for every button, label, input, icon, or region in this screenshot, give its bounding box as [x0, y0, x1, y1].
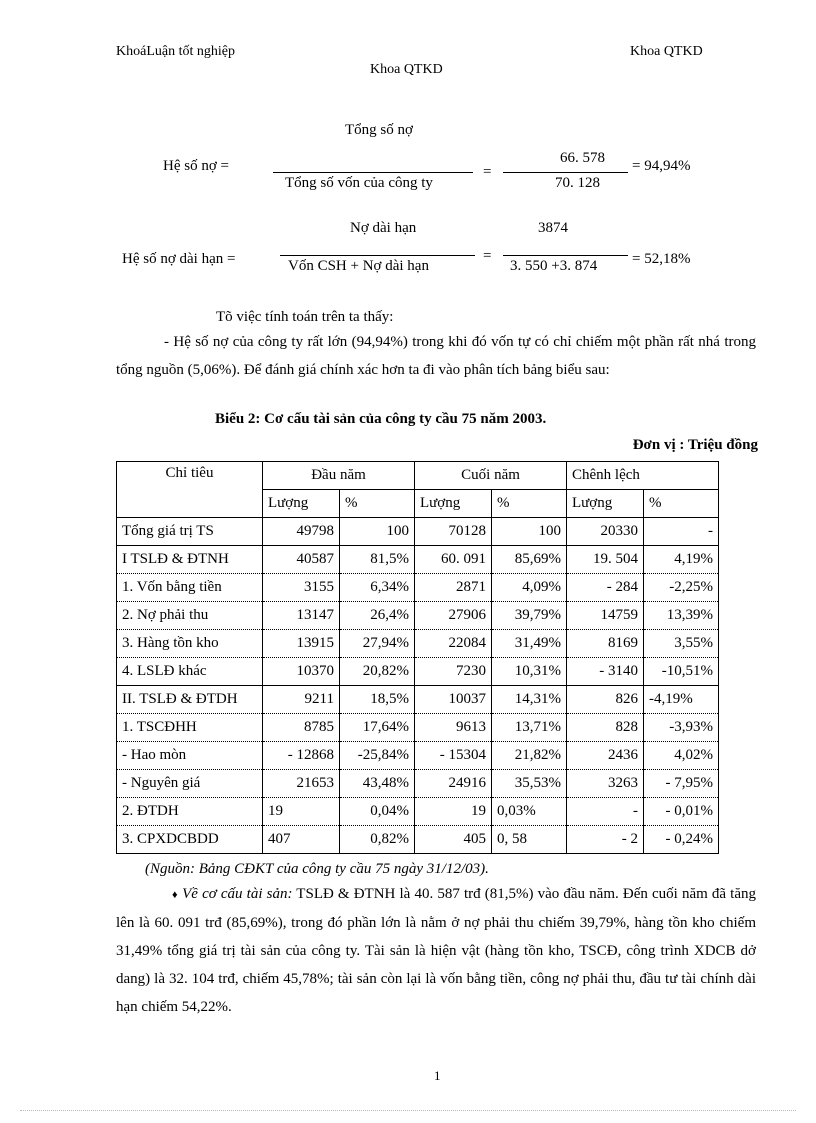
- cell-name: 2. ĐTDH: [117, 798, 263, 826]
- formula1-equals: =: [483, 164, 492, 180]
- intro-line: Tõ việc tính toán trên ta thấy:: [216, 309, 394, 325]
- header-left: KhoáLuận tốt nghiệp: [116, 44, 235, 59]
- cell-cn-p: 0,03%: [492, 798, 567, 826]
- cell-dn-l: 8785: [263, 714, 340, 742]
- formula2-fraction-line: [280, 255, 475, 256]
- cell-cl-l: -: [567, 798, 644, 826]
- formula2-denominator: Vốn CSH + Nợ dài hạn: [288, 258, 429, 274]
- cell-cl-l: 20330: [567, 518, 644, 546]
- cell-cn-p: 14,31%: [492, 686, 567, 714]
- header-cn-luong: Lượng: [415, 490, 492, 518]
- cell-dn-p: 0,04%: [340, 798, 415, 826]
- cell-cl-p: - 7,95%: [644, 770, 719, 798]
- table-unit: Đơn vị : Triệu đồng: [632, 437, 758, 453]
- cell-dn-l: 3155: [263, 574, 340, 602]
- cell-name: 2. Nợ phải thu: [117, 602, 263, 630]
- cell-cn-p: 4,09%: [492, 574, 567, 602]
- cell-cl-l: 19. 504: [567, 546, 644, 574]
- cell-cn-l: 405: [415, 826, 492, 854]
- cell-dn-p: 26,4%: [340, 602, 415, 630]
- cell-dn-p: 17,64%: [340, 714, 415, 742]
- cell-cn-p: 10,31%: [492, 658, 567, 686]
- cell-cl-l: 826: [567, 686, 644, 714]
- cell-cn-l: 22084: [415, 630, 492, 658]
- cell-dn-l: 13147: [263, 602, 340, 630]
- formula1-numerator: Tổng số nợ: [345, 122, 413, 138]
- table-header-row-1: [117, 462, 719, 490]
- cell-cn-l: - 15304: [415, 742, 492, 770]
- header-center: Khoa QTKD: [370, 62, 443, 77]
- formula1-fraction-line: [273, 172, 473, 173]
- cell-cl-l: - 3140: [567, 658, 644, 686]
- cell-cl-l: 828: [567, 714, 644, 742]
- table-row: [117, 518, 719, 546]
- cell-cn-p: 35,53%: [492, 770, 567, 798]
- header-right: Khoa QTKD: [630, 44, 703, 59]
- page-bottom-divider: [20, 1110, 796, 1111]
- cell-cl-p: 4,02%: [644, 742, 719, 770]
- header-chi-tieu: Chỉ tiêu: [117, 462, 263, 518]
- cell-cn-l: 60. 091: [415, 546, 492, 574]
- cell-cl-p: 3,55%: [644, 630, 719, 658]
- cell-cl-p: - 0,01%: [644, 798, 719, 826]
- cell-cl-p: 13,39%: [644, 602, 719, 630]
- cell-dn-p: 27,94%: [340, 630, 415, 658]
- cell-cl-p: -10,51%: [644, 658, 719, 686]
- closing-italic-lead: Về cơ cấu tài sản:: [182, 886, 293, 902]
- cell-dn-p: -25,84%: [340, 742, 415, 770]
- header-dn-luong: Lượng: [263, 490, 340, 518]
- cell-cl-l: 3263: [567, 770, 644, 798]
- cell-cn-l: 70128: [415, 518, 492, 546]
- cell-cn-p: 21,82%: [492, 742, 567, 770]
- formula2-value-line: [503, 255, 628, 256]
- cell-cl-p: - 0,24%: [644, 826, 719, 854]
- formula1-result: = 94,94%: [632, 158, 691, 174]
- formula2-label: Hệ số nợ dài hạn =: [122, 251, 236, 267]
- cell-cl-p: -2,25%: [644, 574, 719, 602]
- table-row: [117, 686, 719, 714]
- cell-cn-p: 31,49%: [492, 630, 567, 658]
- formula2-equals: =: [483, 248, 492, 264]
- cell-dn-l: 21653: [263, 770, 340, 798]
- cell-cn-l: 7230: [415, 658, 492, 686]
- cell-name: 3. Hàng tồn kho: [117, 630, 263, 658]
- header-cl-luong: Lượng: [567, 490, 644, 518]
- cell-name: 1. Vốn bằng tiền: [117, 574, 263, 602]
- table-row: [117, 770, 719, 798]
- cell-cl-l: - 2: [567, 826, 644, 854]
- table-row: [117, 546, 719, 574]
- table-row: [117, 798, 719, 826]
- cell-name: - Nguyên giá: [117, 770, 263, 798]
- header-cl-pct: %: [644, 490, 719, 518]
- cell-dn-l: - 12868: [263, 742, 340, 770]
- cell-dn-p: 43,48%: [340, 770, 415, 798]
- cell-dn-l: 407: [263, 826, 340, 854]
- cell-cl-p: -3,93%: [644, 714, 719, 742]
- cell-dn-l: 10370: [263, 658, 340, 686]
- cell-cn-l: 9613: [415, 714, 492, 742]
- cell-cn-p: 39,79%: [492, 602, 567, 630]
- formula1-denominator: Tổng số vốn của công ty: [285, 175, 433, 191]
- header-cuoi-nam: Cuối năm: [415, 462, 567, 490]
- cell-dn-l: 19: [263, 798, 340, 826]
- header-dau-nam: Đầu năm: [263, 462, 415, 490]
- cell-cl-l: 14759: [567, 602, 644, 630]
- closing-text: TSLĐ & ĐTNH là 40. 587 trđ (81,5%) vào đầu năm. Đến cuối năm đã tăng lên là 60. 091 trđ (85,69%), trong đó phần lớn là nằm ở nợ phải thu chiếm 39,79%, hàng tồn kho chiếm 31,49% tổng giá trị tài sản của công ty. Tài sản là hiện vật (hàng tồn kho, TSCĐ, công trình XDCB dở dang) là 32. 104 trđ, chiếm 45,78%; tài sản còn lại là vốn bằng tiền, công nợ phải thu, đầu tư tài chính dài hạn chiếm 54,22%.: [116, 886, 757, 1015]
- formula2-result: = 52,18%: [632, 251, 691, 267]
- intro-paragraph: - Hệ số nợ của công ty rất lớn (94,94%) trong khi đó vốn tự có chỉ chiếm một phần rất nhá trong tổng nguồn (5,06%). Để đánh giá chính xác hơn ta đi vào phân tích bảng biểu sau:: [116, 334, 756, 378]
- cell-dn-l: 40587: [263, 546, 340, 574]
- cell-cn-l: 24916: [415, 770, 492, 798]
- cell-dn-l: 13915: [263, 630, 340, 658]
- cell-name: I TSLĐ & ĐTNH: [117, 546, 263, 574]
- cell-dn-p: 0,82%: [340, 826, 415, 854]
- formula1-label: Hệ số nợ =: [163, 158, 229, 174]
- cell-name: 4. LSLĐ khác: [117, 658, 263, 686]
- formula2-value-numerator: 3874: [538, 220, 568, 236]
- cell-cn-l: 27906: [415, 602, 492, 630]
- cell-cn-l: 2871: [415, 574, 492, 602]
- cell-cn-p: 100: [492, 518, 567, 546]
- cell-cl-l: - 284: [567, 574, 644, 602]
- formula2-numerator: Nợ dài hạn: [350, 220, 417, 236]
- bullet-icon: ♦: [172, 889, 178, 901]
- table-row: [117, 574, 719, 602]
- table-source: (Nguồn: Bảng CĐKT của công ty cầu 75 ngày 31/12/03).: [145, 861, 489, 877]
- cell-dn-p: 100: [340, 518, 415, 546]
- cell-dn-p: 20,82%: [340, 658, 415, 686]
- cell-cn-p: 13,71%: [492, 714, 567, 742]
- cell-cl-p: -4,19%: [644, 686, 719, 714]
- cell-cn-l: 19: [415, 798, 492, 826]
- cell-name: - Hao mòn: [117, 742, 263, 770]
- asset-structure-table: [116, 461, 719, 854]
- cell-dn-p: 6,34%: [340, 574, 415, 602]
- table-row: [117, 714, 719, 742]
- cell-name: 1. TSCĐHH: [117, 714, 263, 742]
- header-chenh-lech: Chênh lệch: [567, 462, 719, 490]
- table-row: [117, 602, 719, 630]
- table-title: Biểu 2: Cơ cấu tài sản của công ty cầu 75 năm 2003.: [215, 411, 547, 427]
- header-cn-pct: %: [492, 490, 567, 518]
- cell-dn-p: 18,5%: [340, 686, 415, 714]
- cell-cn-p: 0, 58: [492, 826, 567, 854]
- formula1-value-denominator: 70. 128: [555, 175, 600, 191]
- cell-cl-l: 8169: [567, 630, 644, 658]
- cell-name: 3. CPXDCBDD: [117, 826, 263, 854]
- cell-cl-p: 4,19%: [644, 546, 719, 574]
- cell-dn-p: 81,5%: [340, 546, 415, 574]
- formula1-value-numerator: 66. 578: [560, 150, 605, 166]
- cell-cn-l: 10037: [415, 686, 492, 714]
- cell-dn-l: 49798: [263, 518, 340, 546]
- header-dn-pct: %: [340, 490, 415, 518]
- cell-name: Tổng giá trị TS: [117, 518, 263, 546]
- table-row: [117, 630, 719, 658]
- table-row: [117, 742, 719, 770]
- cell-dn-l: 9211: [263, 686, 340, 714]
- table-row: [117, 826, 719, 854]
- table-row: [117, 658, 719, 686]
- cell-cl-l: 2436: [567, 742, 644, 770]
- formula2-value-denominator: 3. 550 +3. 874: [510, 258, 598, 274]
- cell-cl-p: -: [644, 518, 719, 546]
- formula1-value-line: [503, 172, 628, 173]
- closing-paragraph: [116, 880, 756, 1021]
- cell-name: II. TSLĐ & ĐTDH: [117, 686, 263, 714]
- page-number: 1: [434, 1068, 441, 1083]
- cell-cn-p: 85,69%: [492, 546, 567, 574]
